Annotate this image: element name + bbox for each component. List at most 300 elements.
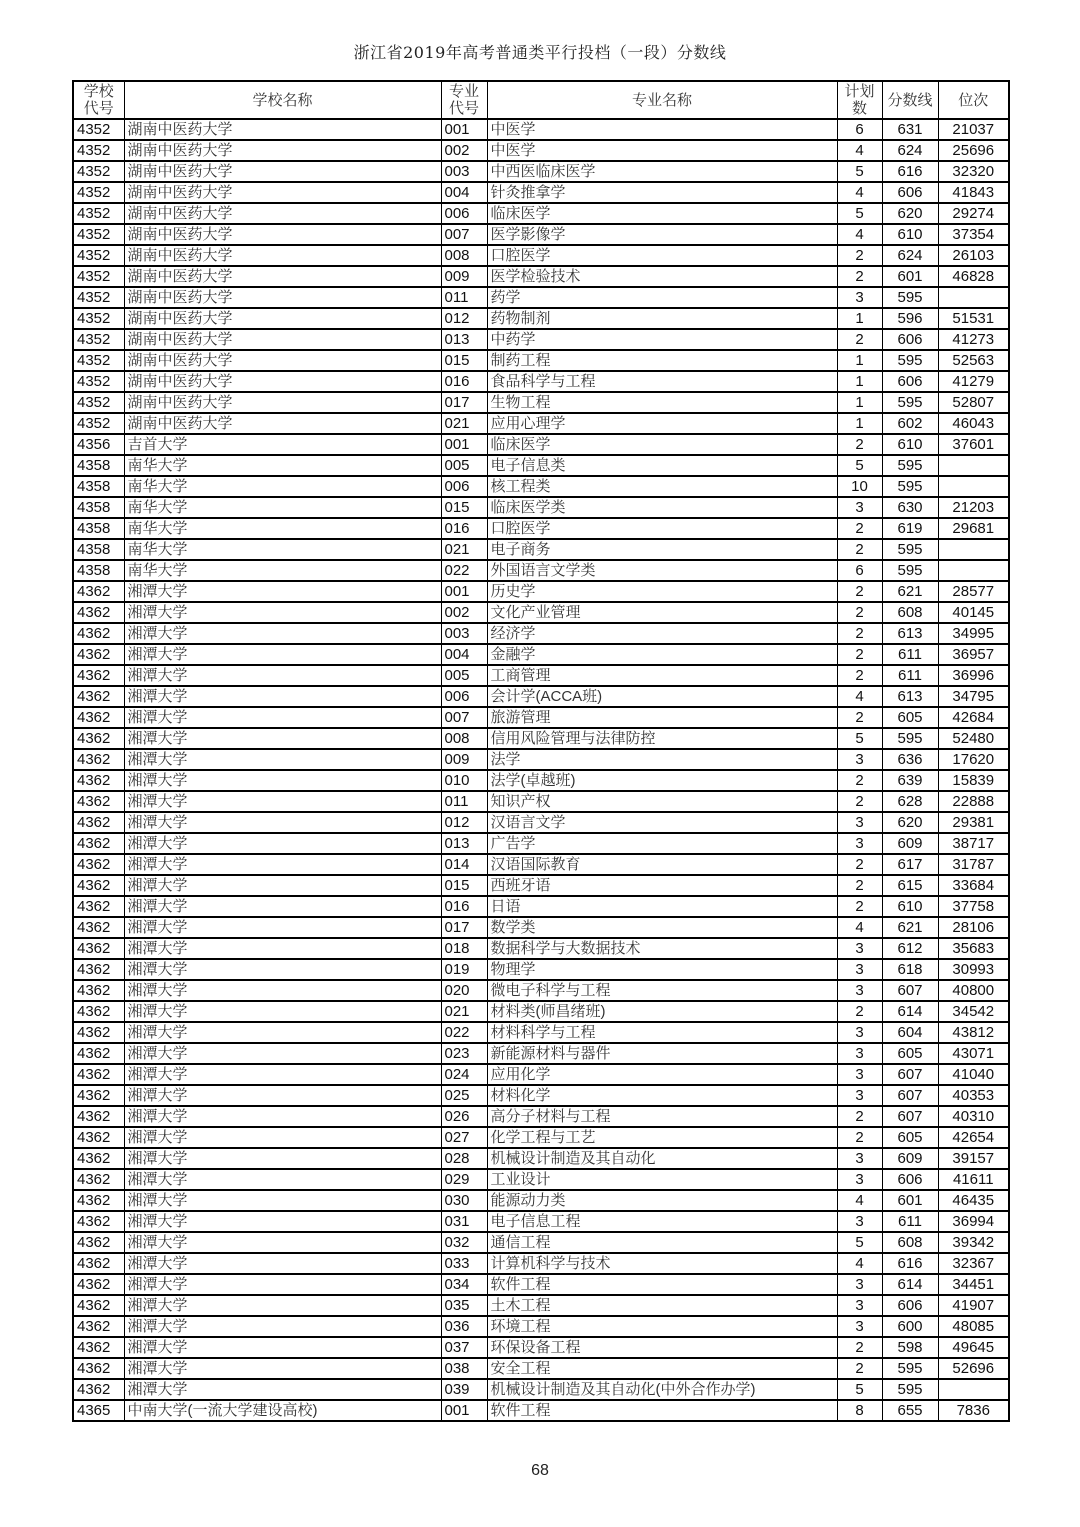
cell-school-name: 湘潭大学 [124,644,441,665]
cell-rank: 26103 [938,245,1009,266]
cell-major-code: 015 [441,875,487,896]
cell-school-name: 湘潭大学 [124,1043,441,1064]
cell-school-code: 4362 [73,875,124,896]
cell-rank: 21203 [938,497,1009,518]
cell-score: 595 [882,287,938,308]
cell-school-code: 4358 [73,518,124,539]
cell-plan: 4 [837,224,882,245]
cell-major-code: 003 [441,623,487,644]
cell-school-name: 湘潭大学 [124,1253,441,1274]
cell-plan: 3 [837,980,882,1001]
table-row [73,224,1009,245]
cell-major-name: 材料化学 [487,1085,837,1106]
cell-major-name: 电子商务 [487,539,837,560]
cell-school-code: 4362 [73,791,124,812]
cell-school-name: 湘潭大学 [124,1211,441,1232]
cell-rank [938,539,1009,560]
score-table [72,80,1010,1422]
cell-major-code: 011 [441,287,487,308]
cell-major-code: 031 [441,1211,487,1232]
table-row [73,1295,1009,1316]
cell-score: 618 [882,959,938,980]
cell-score: 639 [882,770,938,791]
table-row [73,1400,1009,1421]
cell-major-name: 中医学 [487,119,837,140]
cell-school-name: 湘潭大学 [124,959,441,980]
cell-major-code: 032 [441,1232,487,1253]
cell-major-name: 信用风险管理与法律防控 [487,728,837,749]
cell-rank: 34451 [938,1274,1009,1295]
cell-school-name: 湘潭大学 [124,1064,441,1085]
cell-plan: 2 [837,329,882,350]
cell-plan: 2 [837,791,882,812]
cell-major-name: 材料类(师昌绪班) [487,1001,837,1022]
cell-major-code: 001 [441,1400,487,1421]
table-row [73,1169,1009,1190]
cell-school-name: 湘潭大学 [124,875,441,896]
cell-school-name: 湘潭大学 [124,1106,441,1127]
cell-major-name: 口腔医学 [487,245,837,266]
cell-major-name: 电子信息类 [487,455,837,476]
cell-school-name: 湘潭大学 [124,812,441,833]
cell-major-name: 微电子科学与工程 [487,980,837,1001]
header-major-name: 专业名称 [487,81,837,119]
cell-score: 610 [882,224,938,245]
cell-score: 611 [882,1211,938,1232]
cell-plan: 2 [837,896,882,917]
cell-school-code: 4362 [73,728,124,749]
cell-school-code: 4362 [73,770,124,791]
cell-major-name: 临床医学 [487,203,837,224]
cell-plan: 2 [837,539,882,560]
cell-rank: 42654 [938,1127,1009,1148]
cell-school-name: 湘潭大学 [124,938,441,959]
cell-plan: 2 [837,707,882,728]
cell-school-code: 4352 [73,371,124,392]
table-row [73,1064,1009,1085]
cell-major-name: 工商管理 [487,665,837,686]
cell-score: 606 [882,1295,938,1316]
cell-school-name: 南华大学 [124,455,441,476]
cell-score: 595 [882,1358,938,1379]
cell-score: 616 [882,1253,938,1274]
cell-school-name: 湖南中医药大学 [124,266,441,287]
cell-school-name: 湘潭大学 [124,770,441,791]
cell-plan: 1 [837,392,882,413]
cell-score: 655 [882,1400,938,1421]
table-row [73,266,1009,287]
table-row [73,896,1009,917]
cell-school-code: 4362 [73,1316,124,1337]
table-row [73,203,1009,224]
cell-rank: 29381 [938,812,1009,833]
cell-school-code: 4362 [73,749,124,770]
table-row [73,1211,1009,1232]
cell-rank: 46043 [938,413,1009,434]
cell-rank: 41907 [938,1295,1009,1316]
table-row [73,245,1009,266]
cell-school-code: 4362 [73,1169,124,1190]
cell-major-code: 016 [441,371,487,392]
cell-school-code: 4362 [73,938,124,959]
cell-major-code: 002 [441,140,487,161]
cell-major-name: 中西医临床医学 [487,161,837,182]
cell-score: 595 [882,350,938,371]
cell-score: 606 [882,329,938,350]
cell-score: 628 [882,791,938,812]
cell-plan: 2 [837,434,882,455]
cell-major-name: 中医学 [487,140,837,161]
cell-score: 617 [882,854,938,875]
cell-plan: 6 [837,119,882,140]
table-row [73,623,1009,644]
cell-plan: 2 [837,518,882,539]
cell-rank: 37758 [938,896,1009,917]
cell-major-name: 计算机科学与技术 [487,1253,837,1274]
table-row [73,161,1009,182]
cell-plan: 1 [837,413,882,434]
cell-rank: 29681 [938,518,1009,539]
table-header-row [73,81,1009,119]
cell-school-name: 湖南中医药大学 [124,350,441,371]
cell-score: 612 [882,938,938,959]
table-row [73,497,1009,518]
cell-rank: 52480 [938,728,1009,749]
cell-rank: 52563 [938,350,1009,371]
cell-plan: 1 [837,371,882,392]
cell-major-code: 006 [441,203,487,224]
cell-plan: 5 [837,161,882,182]
cell-rank [938,1379,1009,1400]
cell-score: 624 [882,245,938,266]
cell-score: 595 [882,392,938,413]
cell-major-name: 旅游管理 [487,707,837,728]
cell-rank: 34995 [938,623,1009,644]
page-number: 68 [531,1462,549,1479]
cell-rank: 15839 [938,770,1009,791]
cell-major-name: 中药学 [487,329,837,350]
cell-major-code: 022 [441,1022,487,1043]
cell-major-code: 029 [441,1169,487,1190]
cell-score: 614 [882,1001,938,1022]
table-row [73,707,1009,728]
cell-school-code: 4352 [73,224,124,245]
table-row [73,959,1009,980]
cell-major-code: 035 [441,1295,487,1316]
cell-rank: 41611 [938,1169,1009,1190]
cell-school-name: 湘潭大学 [124,833,441,854]
cell-school-code: 4362 [73,980,124,1001]
cell-plan: 5 [837,1232,882,1253]
cell-rank: 31787 [938,854,1009,875]
cell-school-code: 4362 [73,1085,124,1106]
cell-major-name: 软件工程 [487,1400,837,1421]
cell-plan: 3 [837,497,882,518]
cell-score: 607 [882,980,938,1001]
cell-rank [938,560,1009,581]
cell-rank: 25696 [938,140,1009,161]
cell-major-code: 013 [441,833,487,854]
cell-rank: 34795 [938,686,1009,707]
cell-school-name: 南华大学 [124,476,441,497]
cell-rank: 40145 [938,602,1009,623]
table-row [73,539,1009,560]
table-row [73,1253,1009,1274]
cell-school-name: 湖南中医药大学 [124,329,441,350]
cell-school-name: 湘潭大学 [124,1295,441,1316]
cell-major-code: 014 [441,854,487,875]
header-rank: 位次 [938,81,1009,119]
table-row [73,749,1009,770]
cell-school-name: 湖南中医药大学 [124,287,441,308]
cell-major-name: 应用心理学 [487,413,837,434]
cell-school-code: 4362 [73,854,124,875]
cell-school-code: 4362 [73,1358,124,1379]
cell-major-code: 021 [441,1001,487,1022]
cell-score: 595 [882,476,938,497]
table-row [73,665,1009,686]
cell-score: 619 [882,518,938,539]
cell-score: 616 [882,161,938,182]
table-row [73,1106,1009,1127]
table-row [73,1148,1009,1169]
cell-major-name: 机械设计制造及其自动化(中外合作办学) [487,1379,837,1400]
cell-major-name: 通信工程 [487,1232,837,1253]
cell-rank: 41040 [938,1064,1009,1085]
cell-major-name: 知识产权 [487,791,837,812]
cell-rank: 49645 [938,1337,1009,1358]
table-row [73,1316,1009,1337]
cell-score: 607 [882,1106,938,1127]
cell-major-name: 工业设计 [487,1169,837,1190]
cell-school-name: 湖南中医药大学 [124,119,441,140]
cell-score: 620 [882,812,938,833]
cell-school-name: 湖南中医药大学 [124,182,441,203]
cell-school-name: 湖南中医药大学 [124,392,441,413]
cell-score: 611 [882,665,938,686]
cell-major-code: 004 [441,182,487,203]
cell-plan: 3 [837,749,882,770]
cell-school-name: 湖南中医药大学 [124,224,441,245]
cell-score: 610 [882,434,938,455]
cell-school-code: 4362 [73,581,124,602]
header-school-name: 学校名称 [124,81,441,119]
cell-plan: 3 [837,833,882,854]
cell-score: 613 [882,623,938,644]
cell-school-name: 湘潭大学 [124,1337,441,1358]
table-row [73,1043,1009,1064]
cell-major-code: 013 [441,329,487,350]
cell-major-code: 002 [441,602,487,623]
table-row [73,917,1009,938]
cell-plan: 4 [837,182,882,203]
table-row [73,1127,1009,1148]
cell-rank: 33684 [938,875,1009,896]
cell-school-name: 湘潭大学 [124,1127,441,1148]
table-row [73,1001,1009,1022]
cell-major-name: 数据科学与大数据技术 [487,938,837,959]
cell-score: 624 [882,140,938,161]
cell-school-code: 4362 [73,1022,124,1043]
cell-score: 611 [882,644,938,665]
cell-school-name: 湘潭大学 [124,1316,441,1337]
cell-major-code: 017 [441,917,487,938]
cell-plan: 3 [837,287,882,308]
cell-plan: 2 [837,854,882,875]
cell-rank: 37601 [938,434,1009,455]
cell-major-name: 食品科学与工程 [487,371,837,392]
cell-major-name: 环保设备工程 [487,1337,837,1358]
cell-rank [938,455,1009,476]
cell-school-name: 湘潭大学 [124,1232,441,1253]
cell-major-code: 010 [441,770,487,791]
cell-score: 595 [882,539,938,560]
cell-major-code: 021 [441,413,487,434]
cell-rank: 43812 [938,1022,1009,1043]
cell-score: 605 [882,1043,938,1064]
cell-plan: 2 [837,1127,882,1148]
cell-plan: 2 [837,1358,882,1379]
table-row [73,329,1009,350]
cell-major-code: 005 [441,665,487,686]
table-row [73,644,1009,665]
cell-score: 621 [882,581,938,602]
cell-plan: 3 [837,1316,882,1337]
cell-rank: 28577 [938,581,1009,602]
cell-plan: 4 [837,1253,882,1274]
table-row [73,854,1009,875]
table-row [73,308,1009,329]
cell-rank: 41273 [938,329,1009,350]
cell-major-name: 机械设计制造及其自动化 [487,1148,837,1169]
cell-school-name: 湖南中医药大学 [124,161,441,182]
cell-plan: 3 [837,1022,882,1043]
cell-major-code: 015 [441,497,487,518]
cell-score: 613 [882,686,938,707]
cell-score: 609 [882,833,938,854]
cell-rank: 29274 [938,203,1009,224]
cell-school-code: 4362 [73,1043,124,1064]
table-row [73,1379,1009,1400]
table-row [73,1190,1009,1211]
cell-rank: 41279 [938,371,1009,392]
cell-score: 621 [882,917,938,938]
cell-major-code: 022 [441,560,487,581]
cell-major-code: 004 [441,644,487,665]
cell-school-code: 4358 [73,539,124,560]
table-row [73,1358,1009,1379]
cell-score: 601 [882,1190,938,1211]
cell-major-code: 006 [441,686,487,707]
cell-major-code: 016 [441,896,487,917]
cell-major-name: 应用化学 [487,1064,837,1085]
cell-score: 598 [882,1337,938,1358]
cell-school-name: 湖南中医药大学 [124,413,441,434]
cell-school-code: 4358 [73,476,124,497]
cell-school-name: 南华大学 [124,560,441,581]
cell-score: 605 [882,1127,938,1148]
cell-school-code: 4362 [73,1148,124,1169]
cell-score: 602 [882,413,938,434]
cell-school-name: 湘潭大学 [124,980,441,1001]
cell-school-code: 4352 [73,287,124,308]
cell-rank [938,476,1009,497]
cell-rank: 17620 [938,749,1009,770]
table-row [73,791,1009,812]
cell-major-name: 临床医学 [487,434,837,455]
cell-school-code: 4362 [73,1001,124,1022]
cell-score: 605 [882,707,938,728]
cell-rank: 46828 [938,266,1009,287]
cell-plan: 3 [837,812,882,833]
cell-rank: 32320 [938,161,1009,182]
cell-school-name: 湘潭大学 [124,896,441,917]
cell-major-name: 医学影像学 [487,224,837,245]
cell-major-name: 外国语言文学类 [487,560,837,581]
cell-school-name: 南华大学 [124,539,441,560]
table-row [73,560,1009,581]
cell-plan: 10 [837,476,882,497]
cell-major-code: 039 [441,1379,487,1400]
cell-major-code: 018 [441,938,487,959]
cell-score: 631 [882,119,938,140]
cell-plan: 4 [837,1190,882,1211]
cell-plan: 3 [837,1211,882,1232]
cell-school-name: 湘潭大学 [124,686,441,707]
cell-school-code: 4352 [73,308,124,329]
cell-score: 595 [882,560,938,581]
cell-school-name: 湘潭大学 [124,602,441,623]
cell-major-name: 新能源材料与器件 [487,1043,837,1064]
cell-major-code: 020 [441,980,487,1001]
header-score: 分数线 [882,81,938,119]
cell-plan: 3 [837,1064,882,1085]
cell-school-code: 4362 [73,896,124,917]
cell-school-name: 湖南中医药大学 [124,203,441,224]
table-row [73,1337,1009,1358]
cell-major-code: 017 [441,392,487,413]
cell-school-code: 4352 [73,203,124,224]
cell-rank: 40800 [938,980,1009,1001]
cell-plan: 1 [837,350,882,371]
table-row [73,182,1009,203]
cell-school-code: 4358 [73,497,124,518]
cell-school-code: 4362 [73,1274,124,1295]
cell-plan: 4 [837,686,882,707]
cell-major-name: 制药工程 [487,350,837,371]
cell-school-code: 4352 [73,413,124,434]
table-row [73,980,1009,1001]
cell-school-name: 湘潭大学 [124,1001,441,1022]
cell-school-name: 湘潭大学 [124,581,441,602]
table-row [73,476,1009,497]
cell-plan: 3 [837,1148,882,1169]
cell-major-name: 材料科学与工程 [487,1022,837,1043]
cell-plan: 4 [837,140,882,161]
table-row [73,938,1009,959]
cell-major-code: 011 [441,791,487,812]
cell-major-name: 药学 [487,287,837,308]
cell-school-code: 4362 [73,1106,124,1127]
cell-rank: 43071 [938,1043,1009,1064]
cell-score: 600 [882,1316,938,1337]
cell-plan: 3 [837,1085,882,1106]
cell-score: 636 [882,749,938,770]
cell-school-name: 湘潭大学 [124,1379,441,1400]
cell-school-code: 4352 [73,392,124,413]
cell-rank: 51531 [938,308,1009,329]
cell-major-code: 007 [441,224,487,245]
